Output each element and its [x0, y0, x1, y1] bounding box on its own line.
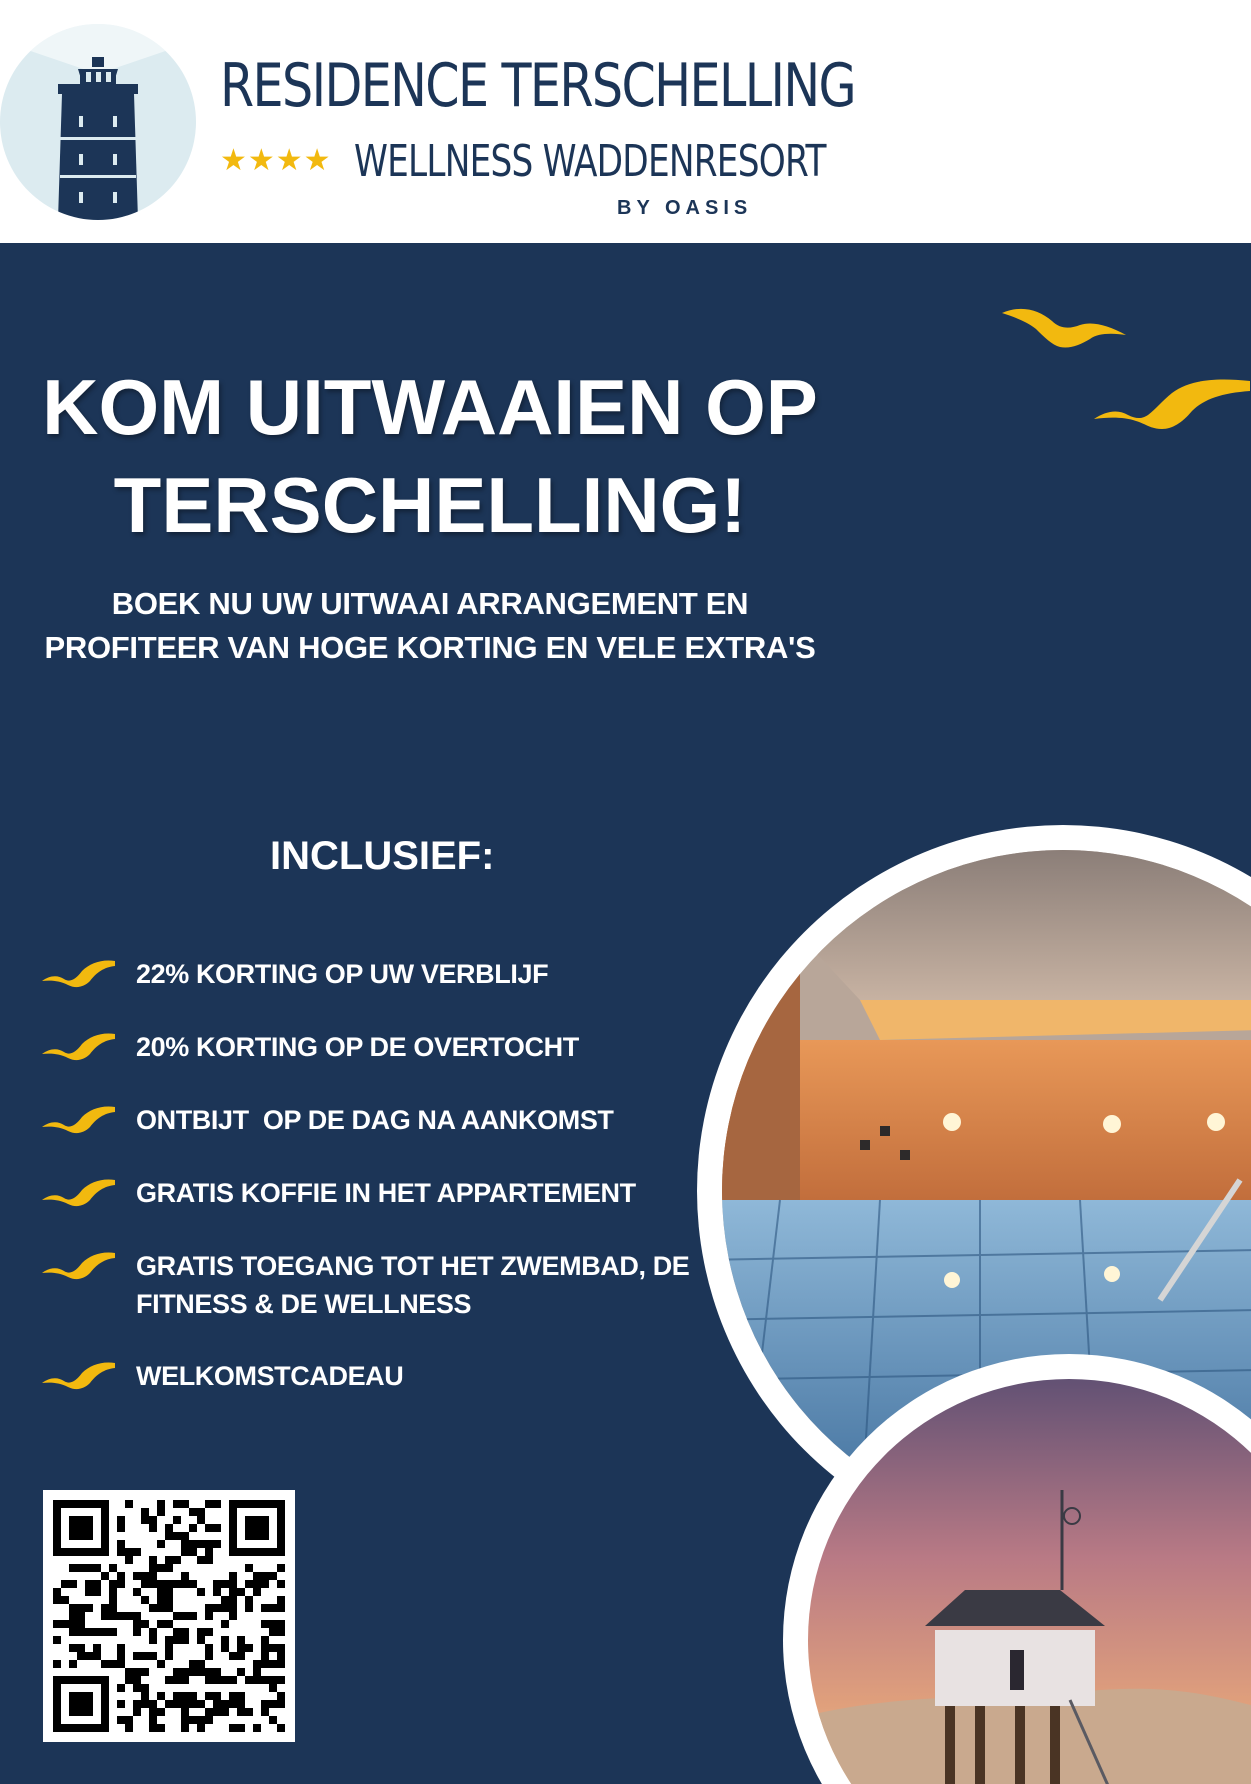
benefit-text: ONTBIJT OP DE DAG NA AANKOMST — [136, 1105, 614, 1135]
benefit-text: GRATIS KOFFIE IN HET APPARTEMENT — [136, 1178, 636, 1208]
inclusief-title: INCLUSIEF: — [270, 834, 495, 878]
benefit-text-line-1: GRATIS TOEGANG TOT HET ZWEMBAD, DE — [136, 1251, 690, 1281]
subheadline-line-1: BOEK NU UW UITWAAI ARRANGEMENT EN — [111, 586, 749, 621]
headline-line-1: KOM UITWAAIEN OP — [42, 363, 818, 451]
benefit-text: 20% KORTING OP DE OVERTOCHT — [136, 1032, 579, 1062]
subheadline-line-2: PROFITEER VAN HOGE KORTING EN VELE EXTRA'S — [44, 630, 816, 665]
benefit-text: WELKOMSTCADEAU — [136, 1361, 404, 1391]
rating-stars: ★★★★ — [220, 144, 332, 177]
benefit-text: 22% KORTING OP UW VERBLIJF — [136, 959, 549, 989]
benefit-text-line-2: FITNESS & DE WELLNESS — [136, 1289, 472, 1319]
headline-line-2: TERSCHELLING! — [113, 461, 747, 549]
brand-by-line: BY OASIS — [617, 197, 753, 219]
brand-subtitle: WELLNESS WADDENRESORT — [354, 136, 826, 187]
brand-name: RESIDENCE TERSCHELLING — [220, 51, 856, 121]
